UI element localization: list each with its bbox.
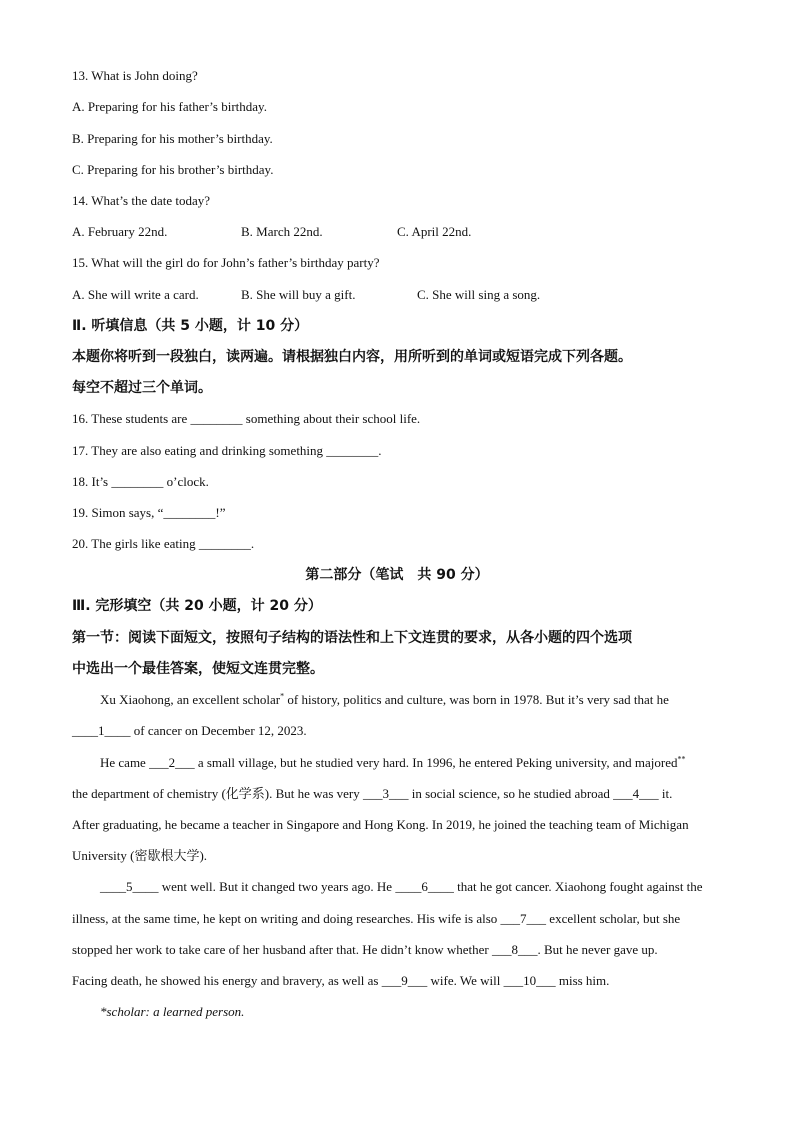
- passage-text: the department of chemistry (化学系). But he was very: [72, 786, 363, 801]
- question-20: 20. The girls like eating ________.: [72, 536, 255, 551]
- passage-p3-line-1: [100, 879, 703, 895]
- section-2-heading: Ⅱ. 听填信息（共 5 小题，计 10 分）: [72, 318, 309, 334]
- passage-p3-line-4: [72, 973, 609, 989]
- passage-text: miss him.: [555, 973, 610, 988]
- question-16: 16. These students are ________ something about their school life.: [72, 411, 421, 426]
- passage-p2-line-2: [72, 786, 672, 802]
- blank-10: ___10___: [503, 973, 556, 988]
- passage-p2-line-4: University (密歇根大学).: [72, 848, 208, 863]
- passage-text: He came: [100, 755, 150, 770]
- blank-4: ___4___: [613, 786, 659, 801]
- question-15-option-a: A. She will write a card.: [72, 287, 199, 302]
- question-19: 19. Simon says, “________!”: [72, 505, 226, 520]
- section-3-heading: Ⅲ. 完形填空（共 20 小题，计 20 分）: [72, 598, 322, 614]
- footnote-marker: **: [677, 754, 686, 764]
- passage-text: that he got cancer. Xiaohong fought against the: [453, 879, 703, 894]
- blank-7: ___7___: [500, 911, 547, 926]
- section-3-instruction-line-2: 中选出一个最佳答案，使短文连贯完整。: [72, 661, 324, 677]
- question-14-option-c: C. April 22nd.: [397, 224, 472, 239]
- passage-text: illness, at the same time, he kept on writing and doing researches. His wife is also: [72, 911, 501, 926]
- passage-text: of history, politics and culture, was born in 1978. But it’s very sad that he: [284, 692, 669, 707]
- question-18: 18. It’s ________ o’clock.: [72, 474, 209, 489]
- passage-text: a small village, but he studied very hard. In 1996, he entered Peking university, and majored: [194, 755, 678, 770]
- question-15-option-b: B. She will buy a gift.: [241, 287, 356, 302]
- footnote-marker: *: [280, 691, 285, 701]
- blank-2: ___2___: [149, 755, 195, 770]
- passage-text: in social science, so he studied abroad: [408, 786, 614, 801]
- question-13-option-a: A. Preparing for his father’s birthday.: [72, 99, 267, 114]
- question-17: 17. They are also eating and drinking something ________.: [72, 443, 382, 458]
- question-15-stem: 15. What will the girl do for John’s father’s birthday party?: [72, 255, 380, 270]
- passage-text: excellent scholar, but she: [546, 911, 681, 926]
- question-14-stem: 14. What’s the date today?: [72, 193, 211, 208]
- blank-8: ___8___: [491, 942, 538, 957]
- passage-text: of cancer on December 12, 2023.: [130, 723, 307, 738]
- blank-6: ____6____: [395, 879, 454, 894]
- question-13-option-b: B. Preparing for his mother’s birthday.: [72, 131, 273, 146]
- passage-text: it.: [658, 786, 673, 801]
- passage-p2-line-1: [100, 755, 686, 771]
- question-13-stem: 13. What is John doing?: [72, 68, 198, 83]
- passage-text: wife. We will: [427, 973, 504, 988]
- blank-5: ____5____: [100, 879, 159, 894]
- blank-3: ___3___: [362, 786, 409, 801]
- section-3-instruction-line-1: 第一节：阅读下面短文，按照句子结构的语法性和上下文连贯的要求，从各小题的四个选项: [72, 630, 632, 646]
- part-2-title: 第二部分（笔试 共 90 分）: [305, 567, 489, 583]
- passage-text: went well. But it changed two years ago. He: [158, 879, 396, 894]
- passage-p2-line-3: After graduating, he became a teacher in Singapore and Hong Kong. In 2019, he joined the teaching team of Michigan: [72, 817, 689, 832]
- question-13-option-c: C. Preparing for his brother’s birthday.: [72, 162, 274, 177]
- passage-p1-line-1: [100, 692, 669, 708]
- passage-text: Facing death, he showed his energy and bravery, as well as: [72, 973, 382, 988]
- passage-text: stopped her work to take care of her husband after that. He didn’t know whether: [72, 942, 492, 957]
- blank-1: ____1____: [72, 723, 131, 738]
- blank-9: ___9___: [381, 973, 428, 988]
- passage-p3-line-3: [72, 942, 658, 958]
- section-2-instruction-line-2: 每空不超过三个单词。: [72, 380, 212, 396]
- question-14-option-a: A. February 22nd.: [72, 224, 168, 239]
- question-15-option-c: C. She will sing a song.: [417, 287, 541, 302]
- footnote: *scholar: a learned person.: [100, 1004, 245, 1019]
- question-14-option-b: B. March 22nd.: [241, 224, 323, 239]
- passage-text: . But he never gave up.: [537, 942, 658, 957]
- section-2-instruction-line-1: 本题你将听到一段独白，读两遍。请根据独白内容，用所听到的单词或短语完成下列各题。: [72, 349, 632, 365]
- passage-text: Xu Xiaohong, an excellent scholar: [100, 692, 281, 707]
- passage-p3-line-2: [72, 911, 680, 927]
- passage-p1-line-2: [72, 723, 307, 739]
